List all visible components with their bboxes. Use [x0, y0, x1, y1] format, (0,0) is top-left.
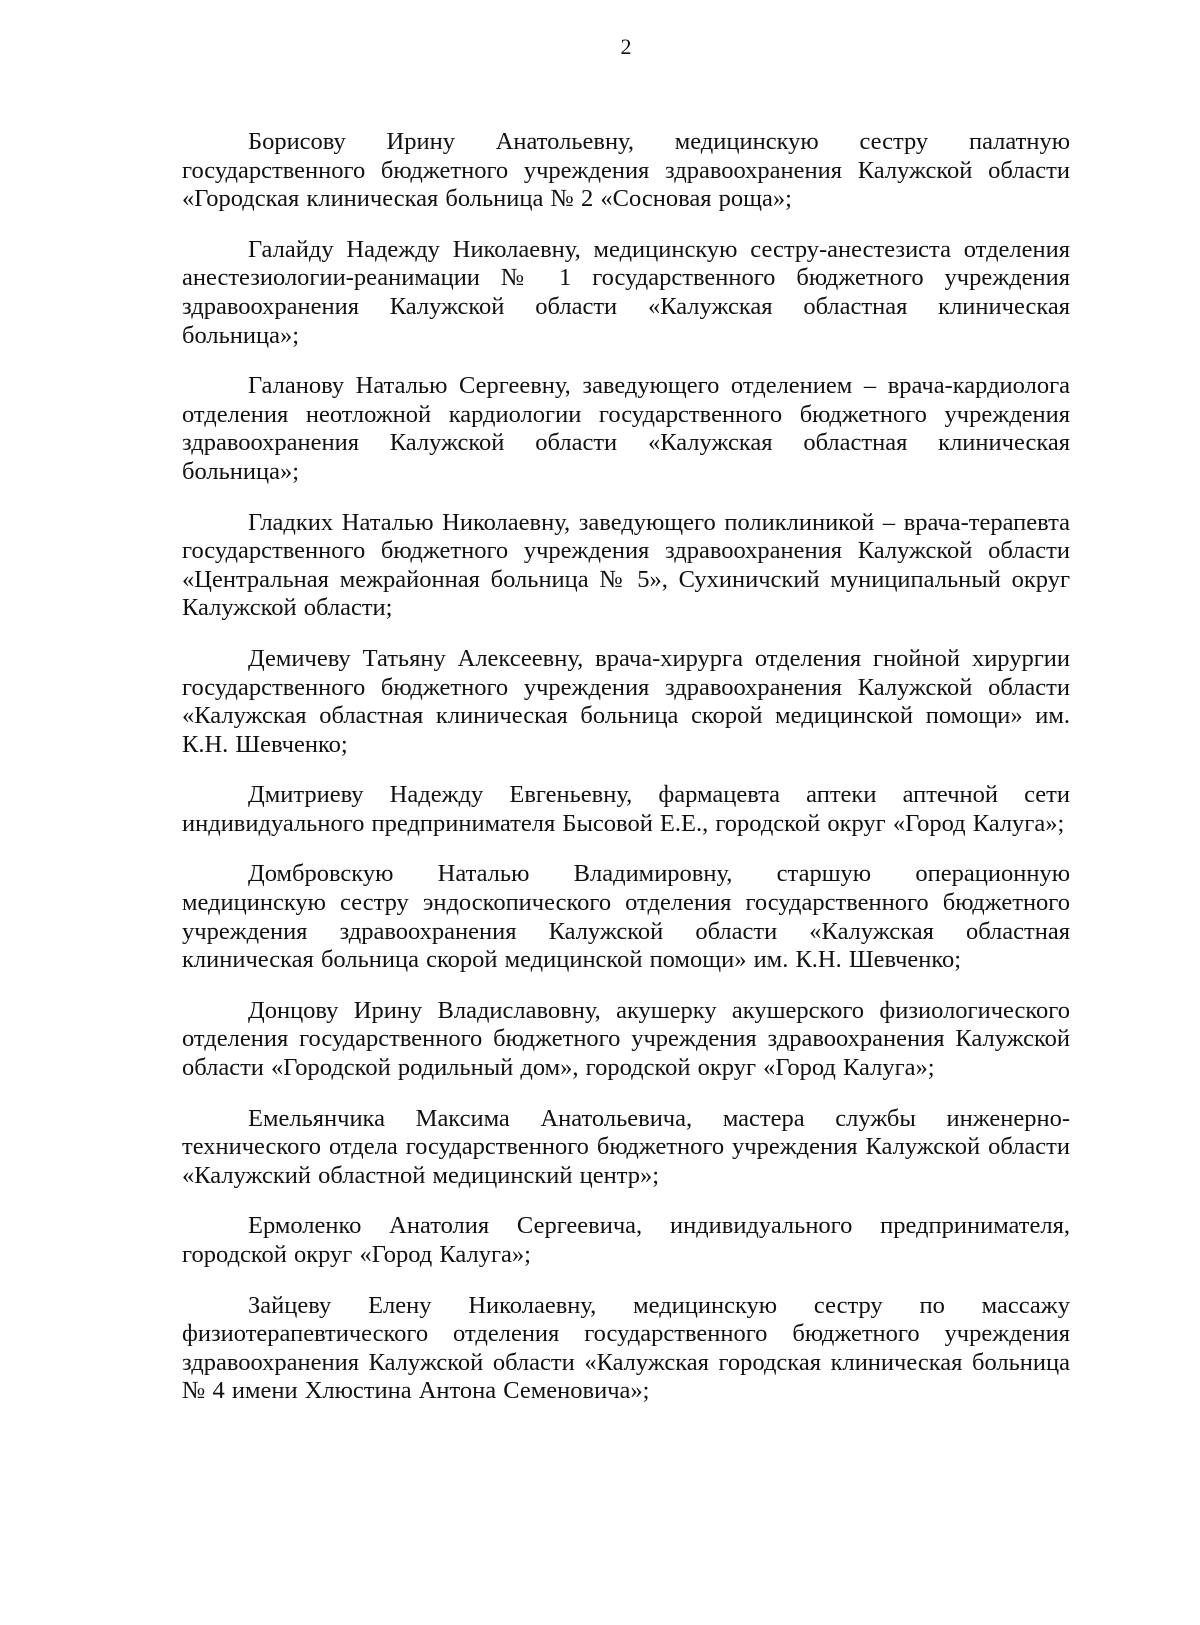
list-item: Гладких Наталью Николаевну, заведующего поликлиникой – врача-терапевта государственного бюджетного учреждения здравоохранения Калужской области «Центральная межрайонная больница № 5», Сухиничский муниципальный округ Калужской области;: [182, 508, 1070, 622]
list-item: Ермоленко Анатолия Сергеевича, индивидуального предпринимателя, городской округ «Город Калуга»;: [182, 1212, 1070, 1268]
list-item: Зайцеву Елену Николаевну, медицинскую сестру по массажу физиотерапевтического отделения государственного бюджетного учреждения здравоохранения Калужской области «Калужская городская клиническая больница № 4 имени Хлюстина Антона Семеновича»;: [182, 1291, 1070, 1405]
list-item: Галайду Надежду Николаевну, медицинскую сестру-анестезиста отделения анестезиологии-реанимации № 1 государственного бюджетного учреждения здравоохранения Калужской области «Калужская областная клиническая больница»;: [182, 235, 1070, 349]
list-item: Борисову Ирину Анатольевну, медицинскую сестру палатную государственного бюджетного учреждения здравоохранения Калужской области «Городская клиническая больница № 2 «Сосновая роща»;: [182, 128, 1070, 213]
list-item: Донцову Ирину Владиславовну, акушерку акушерского физиологического отделения государственного бюджетного учреждения здравоохранения Калужской области «Городской родильный дом», городской округ «Город Калуга»;: [182, 996, 1070, 1082]
list-item: Дмитриеву Надежду Евгеньевну, фармацевта аптеки аптечной сети индивидуального предпринимателя Бысовой Е.Е., городской округ «Город Калуга»;: [182, 781, 1070, 837]
award-list: [182, 128, 1070, 1428]
list-item: Галанову Наталью Сергеевну, заведующего отделением – врача-кардиолога отделения неотложной кардиологии государственного бюджетного учреждения здравоохранения Калужской области «Калужская областная клиническая больница»;: [182, 372, 1070, 485]
list-item: Демичеву Татьяну Алексеевну, врача-хирурга отделения гнойной хирургии государственного бюджетного учреждения здравоохранения Калужской области «Калужская областная клиническая больница скорой медицинской помощи» им. К.Н. Шевченко;: [182, 644, 1070, 758]
page-number: 2: [620, 34, 632, 59]
list-item: Емельянчика Максима Анатольевича, мастера службы инженерно-технического отдела государственного бюджетного учреждения Калужской области «Калужский областной медицинский центр»;: [182, 1104, 1070, 1189]
list-item: Домбровскую Наталью Владимировну, старшую операционную медицинскую сестру эндоскопического отделения государственного бюджетного учреждения здравоохранения Калужской области «Калужская областная клиническая больница скорой медицинской помощи» им. К.Н. Шевченко;: [182, 860, 1070, 974]
